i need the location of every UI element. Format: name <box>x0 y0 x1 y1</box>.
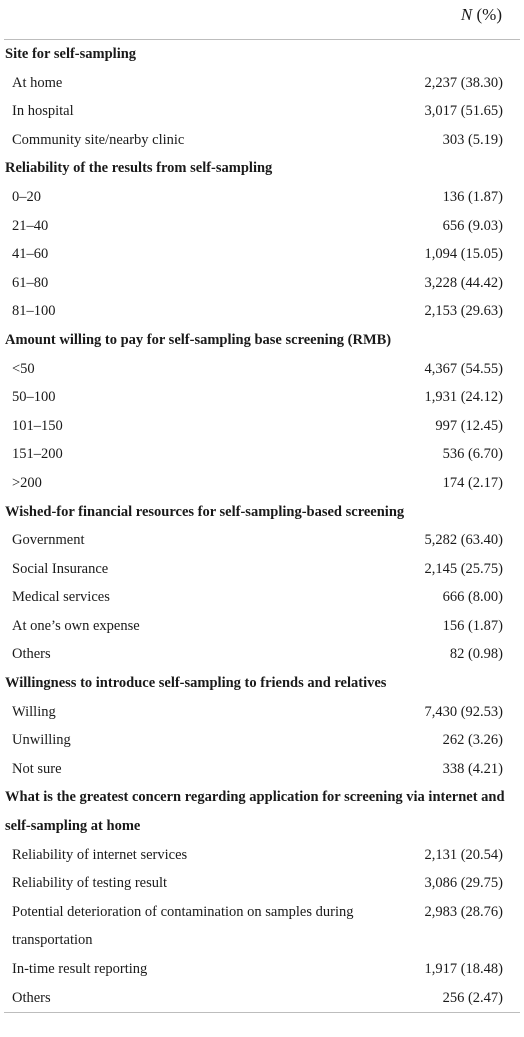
row-value: 3,017 (51.65) <box>424 103 503 120</box>
row-label: Government <box>12 532 85 549</box>
table-row <box>4 955 520 984</box>
row-label: 0–20 <box>12 188 41 205</box>
table-row <box>4 126 520 155</box>
row-value: 174 (2.17) <box>442 474 503 491</box>
table-row <box>4 412 520 441</box>
section-heading: Wished-for financial resources for self-sampling-based screening <box>5 503 405 520</box>
row-value: 2,131 (20.54) <box>424 846 503 863</box>
row-value: 82 (0.98) <box>449 646 503 663</box>
row-value: 1,931 (24.12) <box>424 389 503 406</box>
table-row <box>4 526 520 555</box>
section-heading: Reliability of the results from self-sampling <box>5 160 273 177</box>
table-row <box>4 440 520 469</box>
table-row <box>4 383 520 412</box>
row-label: 50–100 <box>12 389 56 406</box>
row-label: In-time result reporting <box>12 961 148 977</box>
table-row <box>4 469 520 498</box>
row-value: 4,367 (54.55) <box>424 360 503 377</box>
row-value: 536 (6.70) <box>442 446 503 463</box>
row-value: 1,094 (15.05) <box>424 246 503 263</box>
row-label: Unwilling <box>12 732 71 749</box>
row-label: <50 <box>12 360 35 377</box>
row-value: 2,237 (38.30) <box>424 74 503 91</box>
section-heading: Site for self-sampling <box>5 46 137 62</box>
row-value: 5,282 (63.40) <box>424 532 503 549</box>
row-label: In hospital <box>12 103 74 120</box>
row-value: 156 (1.87) <box>442 617 503 634</box>
row-label: 21–40 <box>12 217 49 234</box>
row-label: Medical services <box>12 589 110 606</box>
row-label: Others <box>12 646 51 663</box>
table-row <box>4 555 520 584</box>
row-label: Willing <box>12 703 56 720</box>
table-row <box>4 355 520 384</box>
row-value: 303 (5.19) <box>442 131 503 148</box>
row-label: Reliability of testing result <box>12 875 168 892</box>
row-label: At one’s own expense <box>12 617 140 634</box>
section-heading: What is the greatest concern regarding application for screening via internet and self-sampling at home <box>5 789 505 835</box>
row-label: Reliability of internet services <box>12 846 188 863</box>
section-heading: Willingness to introduce self-sampling to friends and relatives <box>5 675 387 692</box>
table-row <box>4 755 520 784</box>
table-row <box>4 898 520 955</box>
table-row <box>4 212 520 241</box>
row-label: >200 <box>12 474 42 491</box>
table-row <box>4 97 520 126</box>
row-label: At home <box>12 74 63 91</box>
row-label: 41–60 <box>12 246 49 263</box>
row-label: Potential deterioration of contamination on samples during transportation <box>12 903 354 949</box>
table-row <box>4 640 520 669</box>
table-row <box>4 984 520 1013</box>
table-row <box>4 612 520 641</box>
row-value: 136 (1.87) <box>442 188 503 205</box>
table-row <box>4 583 520 612</box>
row-label: Others <box>12 989 51 1006</box>
row-value: 338 (4.21) <box>442 760 503 777</box>
table-row <box>4 726 520 755</box>
table-row <box>4 698 520 727</box>
column-header-n-percent: N (%) <box>460 5 502 24</box>
row-label: 151–200 <box>12 446 63 463</box>
row-label: Community site/nearby clinic <box>12 131 185 148</box>
row-value: 1,917 (18.48) <box>424 961 503 977</box>
table-row <box>4 240 520 269</box>
row-value: 3,086 (29.75) <box>424 875 503 892</box>
row-value: 3,228 (44.42) <box>424 274 503 291</box>
row-label: 61–80 <box>12 274 49 291</box>
row-value: 666 (8.00) <box>442 589 503 606</box>
data-table <box>4 0 520 1013</box>
table-row <box>4 841 520 870</box>
bottom-rule <box>4 1012 520 1013</box>
row-value: 262 (3.26) <box>442 732 503 749</box>
row-label: 101–150 <box>12 417 63 434</box>
row-value: 7,430 (92.53) <box>424 703 503 720</box>
row-label: Social Insurance <box>12 560 109 577</box>
row-value: 2,145 (25.75) <box>424 560 503 577</box>
table-row <box>4 269 520 298</box>
row-value: 256 (2.47) <box>442 989 503 1006</box>
row-value: 656 (9.03) <box>442 217 503 234</box>
row-label: 81–100 <box>12 303 56 320</box>
row-value: 997 (12.45) <box>435 417 503 434</box>
table-row <box>4 183 520 212</box>
table-row <box>4 297 520 326</box>
table-header <box>4 0 520 39</box>
table-row <box>4 69 520 98</box>
row-value: 2,153 (29.63) <box>424 303 503 320</box>
row-value: 2,983 (28.76) <box>424 903 503 920</box>
table-body <box>4 40 520 1012</box>
row-label: Not sure <box>12 760 62 777</box>
table-row <box>4 869 520 898</box>
section-heading: Amount willing to pay for self-sampling base screening (RMB) <box>5 331 392 348</box>
